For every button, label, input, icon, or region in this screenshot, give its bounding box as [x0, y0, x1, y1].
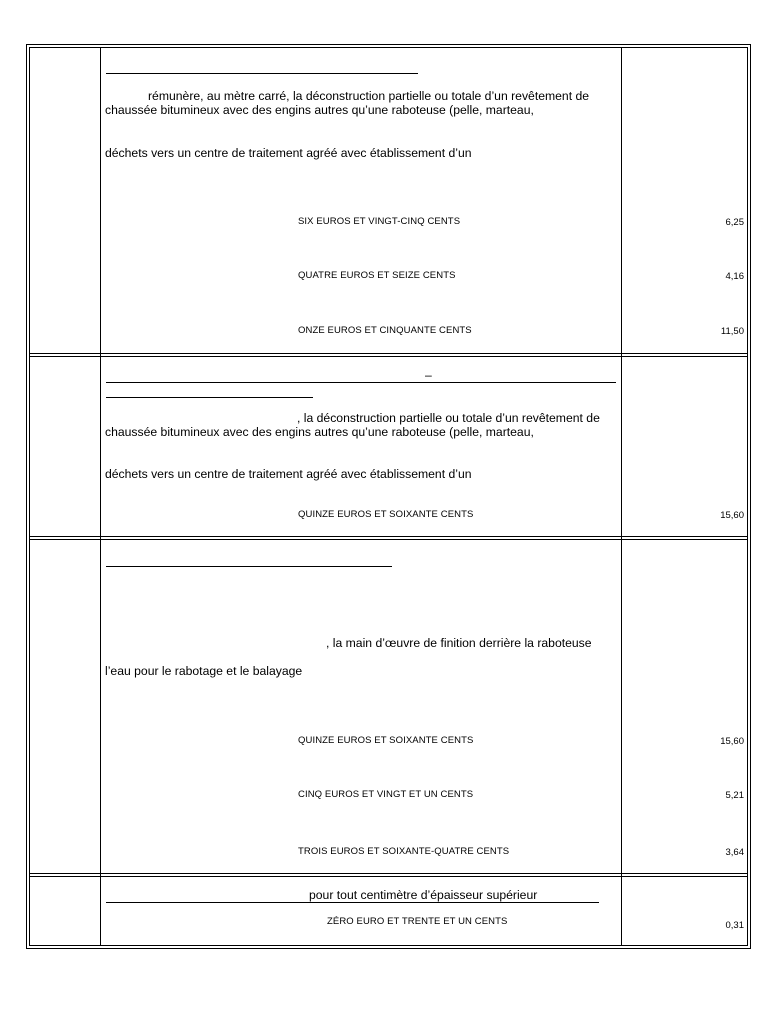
section-3-price-amount-1: 15,60 — [720, 736, 744, 747]
row-divider-1 — [29, 353, 748, 354]
row-divider-3 — [29, 873, 748, 874]
section-1-price-amount-3: 11,50 — [720, 326, 744, 337]
section-2-price-words-1: QUINZE EUROS ET SOIXANTE CENTS — [298, 509, 474, 520]
section-2-dash: – — [425, 368, 432, 382]
section-1-price-words-1: SIX EUROS ET VINGT-CINQ CENTS — [298, 216, 461, 227]
section-1-title-underline — [106, 73, 418, 74]
section-3-price-words-1: QUINZE EUROS ET SOIXANTE CENTS — [298, 735, 474, 746]
section-1-intro-line2: chaussée bitumineux avec des engins autres qu’une raboteuse (pelle, marteau, — [105, 103, 534, 117]
table-inner-border — [29, 47, 748, 946]
section-3-line2: l’eau pour le rabotage et le balayage — [105, 664, 303, 678]
section-2-intro-line2: chaussée bitumineux avec des engins autres qu’une raboteuse (pelle, marteau, — [105, 425, 534, 439]
row-divider-2b — [29, 539, 748, 540]
section-4-title-underline — [106, 902, 599, 903]
row-divider-1b — [29, 356, 748, 357]
section-1-price-words-3: ONZE EUROS ET CINQUANTE CENTS — [298, 325, 472, 336]
row-divider-3b — [29, 876, 748, 877]
section-1-intro-line1: rémunère, au mètre carré, la déconstruction partielle ou totale d’un revêtement de — [148, 89, 590, 103]
section-4-price-words-1: ZÉRO EURO ET TRENTE ET UN CENTS — [327, 916, 508, 927]
section-1-line3: déchets vers un centre de traitement agréé avec établissement d’un — [105, 146, 472, 160]
section-2-line3: déchets vers un centre de traitement agréé avec établissement d’un — [105, 467, 472, 481]
section-2-price-amount-1: 15,60 — [720, 510, 744, 521]
section-3-line1: , la main d’œuvre de finition derrière la raboteuse — [326, 636, 592, 650]
section-4-price-amount-1: 0,31 — [725, 920, 744, 931]
section-2-title-underline-2 — [106, 397, 313, 398]
section-1-price-words-2: QUATRE EUROS ET SEIZE CENTS — [298, 270, 456, 281]
column-divider-left — [100, 47, 101, 946]
section-3-title-underline — [106, 566, 392, 567]
section-2-intro-line1: , la déconstruction partielle ou totale d’un revêtement de — [297, 411, 600, 425]
section-3-price-words-3: TROIS EUROS ET SOIXANTE-QUATRE CENTS — [298, 846, 510, 857]
column-divider-right — [621, 47, 622, 946]
section-2-title-underline-1 — [106, 382, 616, 383]
section-4-line1: pour tout centimètre d’épaisseur supérieur — [309, 888, 538, 902]
section-3-price-words-2: CINQ EUROS ET VINGT ET UN CENTS — [298, 789, 474, 800]
section-3-price-amount-2: 5,21 — [725, 790, 744, 801]
row-divider-2 — [29, 536, 748, 537]
section-1-price-amount-2: 4,16 — [725, 271, 744, 282]
section-3-price-amount-3: 3,64 — [725, 847, 744, 858]
section-1-price-amount-1: 6,25 — [725, 217, 744, 228]
